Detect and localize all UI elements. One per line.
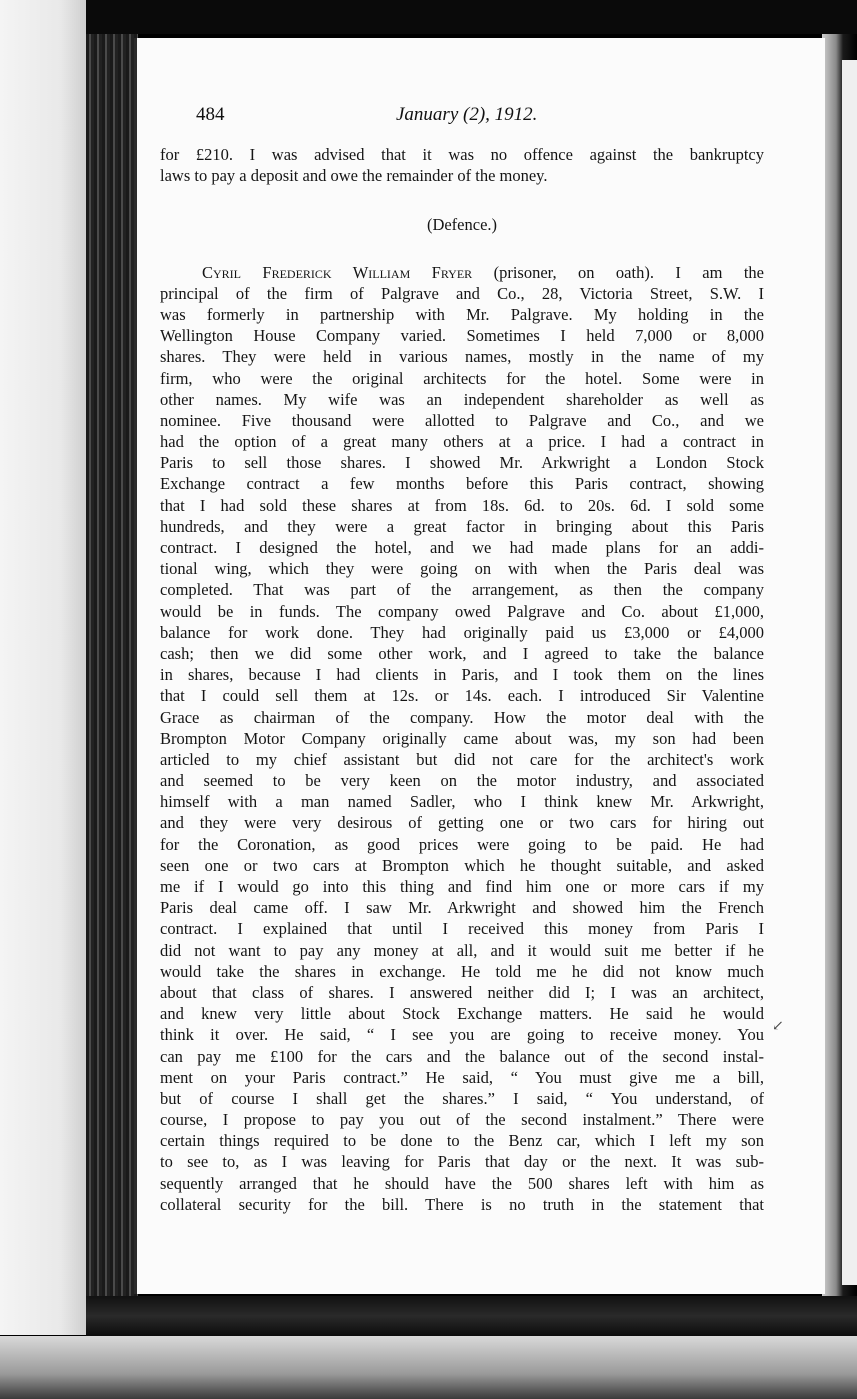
text-line: that I had sold these shares at from 18s. 6d. to 20s. 6d. I sold some (160, 495, 764, 515)
text-line: course, I propose to pay you out of the second instalment.” There were (160, 1110, 764, 1130)
text-line: and knew very little about Stock Exchange matters. He said he would (160, 1004, 764, 1024)
text-line: and they were very desirous of getting one or two cars for hiring out (160, 813, 764, 833)
text-line: about that class of shares. I answered neither did I; I was an architect, (160, 982, 764, 1002)
scan-left-margin (0, 0, 86, 1335)
next-page-edge (842, 60, 857, 1285)
text-line: cash; then we did some other work, and I agreed to take the balance (160, 643, 764, 663)
text-line: was formerly in partnership with Mr. Palgrave. My holding in the (160, 304, 764, 324)
text-line: to see to, as I was leaving for Paris that day or the next. It was sub- (160, 1152, 764, 1172)
text-line: and seemed to be very keen on the motor industry, and associated (160, 771, 764, 791)
page-number: 484 (196, 104, 225, 125)
text-line: can pay me £100 for the cars and the balance out of the second instal- (160, 1046, 764, 1066)
scan-top-border (86, 0, 857, 34)
text-line: hundreds, and they were a great factor in bringing about this Paris (160, 516, 764, 536)
text-line: articled to my chief assistant but did not care for the architect's work (160, 749, 764, 769)
text-line: would be in funds. The company owed Palgrave and Co. about £1,000, (160, 601, 764, 621)
text-line: laws to pay a deposit and owe the remainder of the money. (160, 166, 548, 186)
text-line: sequently arranged that he should have the 500 shares left with him as (160, 1173, 764, 1193)
text-line: for the Coronation, as good prices were going to be paid. He had (160, 834, 764, 854)
text-line: but of course I shall get the shares.” I said, “ You understand, of (160, 1088, 764, 1108)
page-body (160, 144, 764, 1215)
text-line: Brompton Motor Company originally came about was, my son had been (160, 728, 764, 748)
testimony-lines (160, 283, 764, 1215)
scan-bottom-border (86, 1296, 857, 1336)
text-line: Paris to sell those shares. I showed Mr. Arkwright a London Stock (160, 453, 764, 473)
book-spine (86, 34, 138, 1296)
text-line: Grace as chairman of the company. How the motor deal with the (160, 707, 764, 727)
text-line: (prisoner, on oath). I am the (472, 262, 764, 282)
text-line: nominee. Five thousand were allotted to Palgrave and Co., and we (160, 410, 764, 430)
text-line: would take the shares in exchange. He told me he did not know much (160, 961, 764, 981)
text-line: in shares, because I had clients in Paris, and I took them on the lines (160, 665, 764, 685)
text-line: himself with a man named Sadler, who I think knew Mr. Arkwright, (160, 792, 764, 812)
text-line: seen one or two cars at Brompton which he thought suitable, and asked (160, 855, 764, 875)
speaker-name: Cyril Frederick William Fryer (202, 262, 473, 282)
text-line: shares. They were held in various names, mostly in the name of my (160, 347, 764, 367)
margin-pencil-mark: ↙ (772, 1019, 784, 1034)
testimony-first-line (160, 262, 764, 283)
date-title: January (2), 1912. (396, 104, 538, 125)
text-line: Paris deal came off. I saw Mr. Arkwright and showed him the French (160, 898, 764, 918)
text-line: me if I would go into this thing and find him one or more cars if my (160, 877, 764, 896)
text-line: think it over. He said, “ I see you are going to receive money. You (160, 1025, 764, 1045)
text-line: tional wing, which they were going on with when the Paris deal was (160, 559, 764, 579)
text-line: did not want to pay any money at all, and it would suit me better if he (160, 940, 764, 960)
text-line: completed. That was part of the arrangement, as then the company (160, 580, 764, 600)
text-line: that I could sell them at 12s. or 14s. each. I introduced Sir Valentine (160, 686, 764, 706)
text-line: had the option of a great many others at a price. I had a contract in (160, 432, 764, 452)
scan-table-surface (0, 1336, 857, 1399)
text-line: contract. I explained that until I received this money from Paris I (160, 919, 764, 939)
text-line: Wellington House Company varied. Sometimes I held 7,000 or 8,000 (160, 326, 764, 346)
section-heading: (Defence.) (426, 215, 498, 235)
text-line: Exchange contract a few months before this Paris contract, showing (160, 474, 764, 494)
text-line: collateral security for the bill. There is no truth in the statement that (160, 1194, 764, 1214)
text-line: certain things required to be done to the Benz car, which I left my son (160, 1131, 764, 1151)
text-line: balance for work done. They had originally paid us £3,000 or £4,000 (160, 622, 764, 642)
text-line: principal of the firm of Palgrave and Co., 28, Victoria Street, S.W. I (160, 283, 764, 303)
text-line: contract. I designed the hotel, and we had made plans for an addi- (160, 538, 764, 557)
text-line: for £210. I was advised that it was no offence against the bankruptcy (160, 145, 764, 164)
text-line: ment on your Paris contract.” He said, “ You must give me a bill, (160, 1067, 764, 1087)
text-line: other names. My wife was an independent shareholder as well as (160, 389, 764, 409)
running-head (196, 104, 566, 132)
text-line: firm, who were the original architects for the hotel. Some were in (160, 368, 764, 388)
